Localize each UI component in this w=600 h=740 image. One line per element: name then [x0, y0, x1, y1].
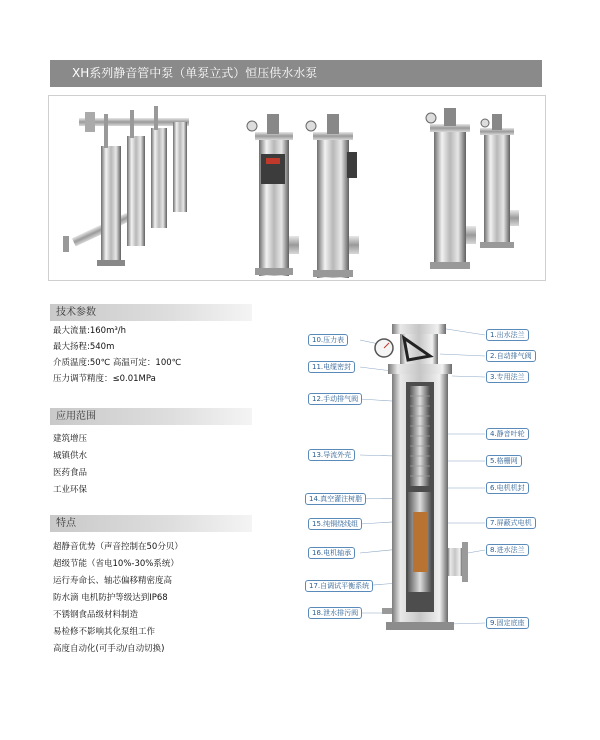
specs-heading: 技术参数	[50, 304, 252, 321]
pump-group-photo	[63, 106, 189, 266]
product-photo-panel	[48, 95, 546, 281]
application-line: 城镇供水	[53, 451, 88, 461]
applications-heading: 应用范围	[50, 408, 252, 425]
pump-with-controller-photo-1	[247, 114, 299, 276]
spec-line: 最大扬程:540m	[53, 342, 115, 352]
diagram-label: 7.屏蔽式电机	[486, 517, 536, 529]
diagram-label: 4.静音叶轮	[486, 428, 529, 440]
application-line: 医药食品	[53, 468, 88, 478]
pump-photo-large	[426, 108, 476, 269]
feature-line: 易检修不影响其化泵组工作	[53, 627, 156, 637]
diagram-label: 18.泄水排污阀	[308, 607, 362, 619]
feature-line: 防水滴 电机防护等级达到IP68	[53, 593, 168, 603]
diagram-label: 2.自动排气阀	[486, 350, 536, 362]
diagram-label: 3.专用法兰	[486, 371, 529, 383]
diagram-label: 13.导流外壳	[308, 449, 355, 461]
spec-line: 介质温度:50℃ 高温可定：100℃	[53, 358, 182, 368]
diagram-label: 16.电机轴承	[308, 547, 355, 559]
feature-line: 运行寿命长、轴芯偏移精密度高	[53, 576, 173, 586]
feature-line: 不锈钢食品级材料制造	[53, 610, 139, 620]
diagram-label: 6.电机机封	[486, 482, 529, 494]
spec-line: 压力调节精度：≤0.01MPa	[53, 374, 156, 384]
feature-line: 高度自动化(可手动/自动切换)	[53, 644, 165, 654]
feature-line: 超级节能（省电10%-30%系统）	[53, 559, 179, 569]
application-line: 工业环保	[53, 485, 88, 495]
product-photos	[49, 96, 547, 282]
diagram-label: 15.纯铜绕线组	[308, 518, 362, 530]
diagram-label: 9.固定底座	[486, 617, 529, 629]
diagram-label: 11.电缆密封	[308, 361, 355, 373]
diagram-label: 1.出水法兰	[486, 329, 529, 341]
feature-line: 超静音优势（声音控制在50分贝）	[53, 542, 183, 552]
diagram-label: 5.格栅网	[486, 455, 522, 467]
diagram-label: 14.真空灌注树脂	[305, 493, 366, 505]
diagram-label: 12.手动排气阀	[308, 393, 362, 405]
diagram-label: 8.进水法兰	[486, 544, 529, 556]
pump-with-controller-photo-2	[306, 114, 359, 278]
pump-photo-small	[480, 114, 519, 248]
pump-cutaway-diagram	[300, 316, 545, 641]
spec-line: 最大流量:160m³/h	[53, 326, 127, 336]
diagram-label: 10.压力表	[308, 334, 348, 346]
diagram-label: 17.自调试平衡系统	[305, 580, 373, 592]
features-heading: 特点	[50, 515, 252, 532]
application-line: 建筑增压	[53, 434, 88, 444]
page-title: XH系列静音管中泵（单泵立式）恒压供水水泵	[50, 60, 542, 87]
